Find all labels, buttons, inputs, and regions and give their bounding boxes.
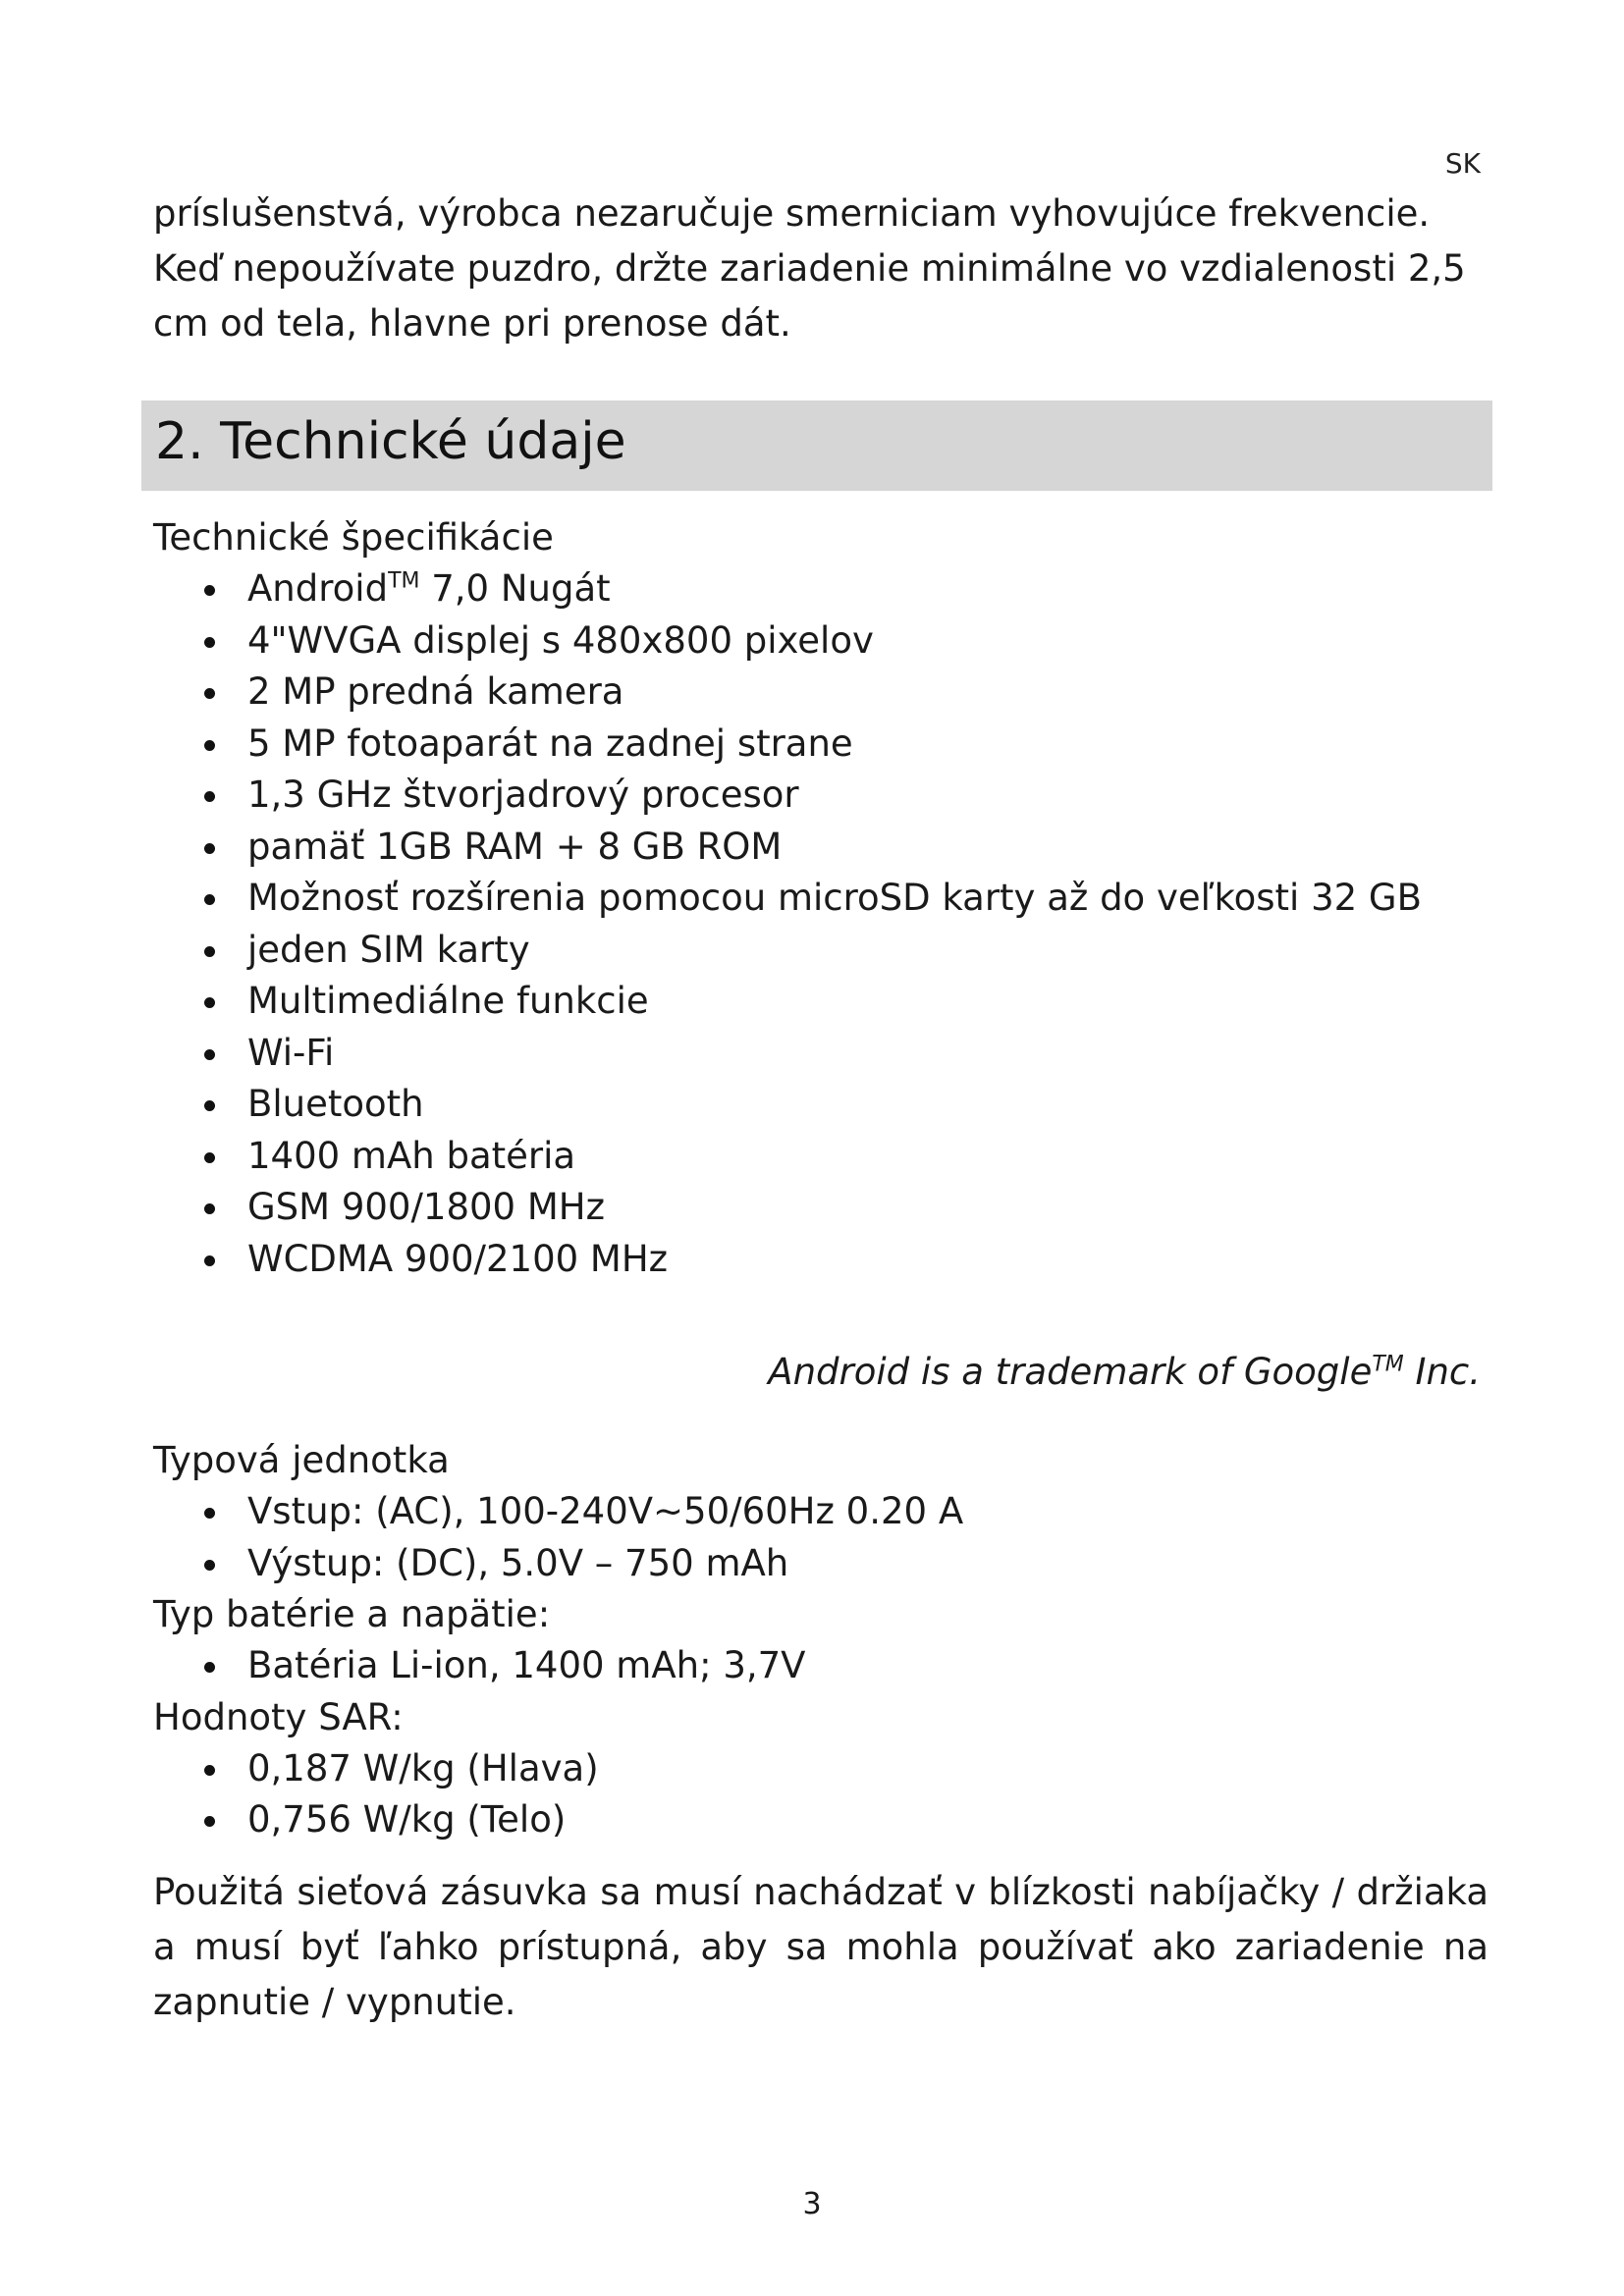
list-item [204,667,1489,719]
list-item-text: 0,187 W/kg (Hlava) [247,1746,599,1789]
list-item [204,925,1489,977]
bullet-icon [204,791,215,802]
list-item [204,1182,1489,1234]
list-item-text: pamäť 1GB RAM + 8 GB ROM [247,825,783,868]
bullet-icon [204,1203,215,1214]
footer-paragraph: Použitá sieťová zásuvka sa musí nachádzať v blízkosti nabíjačky / držiaka a musí byť ľahko prístupná, aby sa mohla používať ako zariadenie na zapnutie / vypnutie. [153,1871,1489,2023]
bullet-icon [204,1049,215,1060]
list-item [204,976,1489,1028]
list-item [204,1486,1489,1538]
section-title: 2. Technické údaje [155,412,626,471]
trademark-symbol: TM [1372,1352,1404,1377]
list-item-text: Vstup: (AC), 100-240V~50/60Hz 0.20 A [247,1490,964,1532]
list-item [204,1131,1489,1183]
sar-heading: Hodnoty SAR: [153,1695,404,1738]
battery-heading: Typ batérie a napätie: [153,1593,551,1635]
list-item [204,1538,1489,1590]
bullet-icon [204,688,215,699]
bullet-icon [204,1560,215,1571]
bullet-icon [204,1662,215,1673]
unit-block [153,1435,1489,1846]
list-item [204,1743,1489,1795]
bullet-icon [204,585,215,596]
specs-block [153,512,1489,1285]
android-prefix: Android [247,567,389,610]
sar-list [153,1743,1489,1846]
intro-paragraph: príslušenstvá, výrobca nezaručuje smerniciam vyhovujúce frekvencie. Keď nepoužívate puzdro, držte zariadenie minimálne vo vzdialenosti 2,5 cm od tela, hlavne pri prenose dát. [153,192,1466,345]
language-marker: SK [1444,147,1481,180]
bullet-icon [204,1152,215,1163]
trademark-prefix: Android is a trademark of Google [768,1351,1373,1393]
list-item [204,1028,1489,1080]
list-item [204,1640,1489,1692]
battery-list [153,1640,1489,1692]
list-item-text: 0,756 W/kg (Telo) [247,1798,567,1841]
section-header-bar [141,400,1492,491]
list-item-text: 1,3 GHz štvorjadrový procesor [247,774,799,816]
list-item-text: Batéria Li-ion, 1400 mAh; 3,7V [247,1644,806,1686]
list-item-text: Výstup: (DC), 5.0V – 750 mAh [247,1541,789,1584]
list-item [204,873,1489,925]
list-item [204,1079,1489,1131]
list-item-text: Možnosť rozšírenia pomocou microSD karty až do veľkosti 32 GB [247,877,1422,919]
trademark-symbol: TM [388,568,420,594]
list-item [204,563,1489,615]
list-item [204,1234,1489,1286]
list-item-text: 1400 mAh batéria [247,1134,576,1177]
bullet-icon [204,740,215,751]
bullet-icon [204,843,215,854]
bullet-icon [204,894,215,905]
unit-heading: Typová jednotka [153,1439,450,1481]
bullet-icon [204,1816,215,1827]
list-item [204,1794,1489,1846]
trademark-suffix: Inc. [1403,1351,1481,1393]
list-item [204,770,1489,822]
trademark-note [768,1345,1481,1400]
list-item [204,719,1489,771]
list-item-text: Bluetooth [247,1083,424,1125]
bullet-icon [204,1508,215,1519]
list-item [204,822,1489,874]
list-item-text: GSM 900/1800 MHz [247,1186,606,1228]
bullet-icon [204,1100,215,1111]
bullet-icon [204,997,215,1008]
list-item [204,615,1489,667]
bullet-icon [204,1765,215,1776]
list-item-text: jeden SIM karty [247,928,530,971]
android-suffix: 7,0 Nugát [419,567,611,610]
page-number: 3 [802,2187,822,2221]
bullet-icon [204,637,215,648]
list-item-text: Multimediálne funkcie [247,980,649,1022]
list-item-text: WCDMA 900/2100 MHz [247,1237,669,1280]
bullet-icon [204,1255,215,1266]
specs-list [153,563,1489,1285]
list-item-text: Wi-Fi [247,1031,335,1074]
list-item-text: 5 MP fotoaparát na zadnej strane [247,721,853,765]
unit-list [153,1486,1489,1589]
specs-heading: Technické špecifikácie [153,516,554,559]
bullet-icon [204,946,215,957]
list-item-text: 4"WVGA displej s 480x800 pixelov [247,618,874,662]
list-item-text: 2 MP predná kamera [247,670,624,713]
